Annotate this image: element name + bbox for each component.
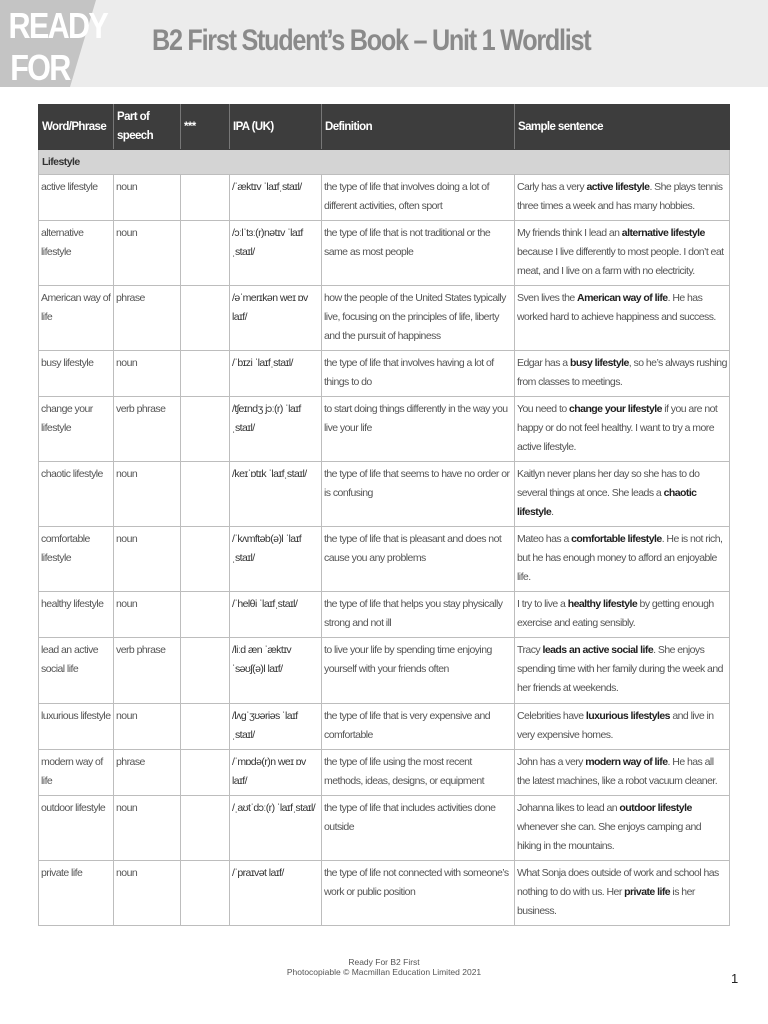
sentence-highlight: change your lifestyle — [569, 403, 662, 415]
sentence-text: What Sonja does outside of work and school has nothing to do with us. Her — [517, 867, 719, 898]
sentence-text: I try to live a — [517, 598, 568, 610]
part-of-speech-cell: noun — [114, 861, 181, 926]
sentence-text: because I live differently to most people. I don’t eat meat, and I live on a farm with no electricity. — [517, 246, 724, 277]
sentence-text: and live in very expensive homes. — [517, 710, 714, 741]
part-of-speech-cell: phrase — [114, 286, 181, 351]
sentence-highlight: luxurious lifestyles — [585, 710, 670, 722]
sample-sentence-cell — [515, 704, 730, 750]
definition-cell: the type of life that involves doing a lot of different activities, often sport — [322, 175, 515, 221]
definition-cell: the type of life using the most recent methods, ideas, designs, or equipment — [322, 750, 515, 796]
ipa-cell: /tʃeɪndʒ jɔː(r) ˈlaɪfˌstaɪl/ — [230, 397, 322, 462]
table-row — [39, 704, 730, 750]
word-cell: comfortable lifestyle — [39, 527, 114, 592]
sentence-text: . He has worked hard to achieve happiness and success. — [517, 292, 716, 323]
sentence-highlight: active lifestyle — [586, 181, 650, 193]
part-of-speech-cell: noun — [114, 351, 181, 397]
ipa-cell: /ˈhelθi ˈlaɪfˌstaɪl/ — [230, 592, 322, 638]
part-of-speech-cell: noun — [114, 704, 181, 750]
page-footer — [0, 957, 768, 977]
sentence-highlight: comfortable lifestyle — [571, 533, 662, 545]
table-row — [39, 592, 730, 638]
definition-cell: the type of life that is not traditional or the same as most people — [322, 221, 515, 286]
word-cell: busy lifestyle — [39, 351, 114, 397]
sentence-text: is her business. — [517, 886, 695, 917]
stars-cell — [181, 704, 230, 750]
table-row — [39, 175, 730, 221]
definition-cell: to live your life by spending time enjoying yourself with your friends often — [322, 638, 515, 704]
sentence-text: by getting enough exercise and eating sensibly. — [517, 598, 714, 629]
sentence-text: John has a very — [517, 756, 586, 768]
column-header-ipa: IPA (UK) — [230, 105, 322, 150]
definition-cell: the type of life that is pleasant and does not cause you any problems — [322, 527, 515, 592]
ipa-cell: /lʌɡˈʒʊəriəs ˈlaɪfˌstaɪl/ — [230, 704, 322, 750]
table-row — [39, 397, 730, 462]
definition-cell: to start doing things differently in the way you live your life — [322, 397, 515, 462]
word-cell: chaotic lifestyle — [39, 462, 114, 527]
stars-cell — [181, 750, 230, 796]
sentence-text: Tracy — [517, 644, 543, 656]
ipa-cell: /ˈpraɪvət laɪf/ — [230, 861, 322, 926]
sentence-text: . — [551, 506, 554, 518]
sentence-text: Carly has a very — [517, 181, 587, 193]
section-row — [39, 150, 730, 175]
stars-cell — [181, 527, 230, 592]
column-header-stars: *** — [181, 105, 230, 150]
part-of-speech-cell: noun — [114, 462, 181, 527]
stars-cell — [181, 462, 230, 527]
definition-cell: the type of life that is very expensive and comfortable — [322, 704, 515, 750]
sample-sentence-cell — [515, 638, 730, 704]
table-row — [39, 796, 730, 861]
column-header-pos: Part of speech — [114, 105, 181, 150]
logo-line-2: FOR — [10, 48, 70, 89]
stars-cell — [181, 175, 230, 221]
sentence-highlight: busy lifestyle — [569, 357, 629, 369]
part-of-speech-cell: noun — [114, 221, 181, 286]
stars-cell — [181, 286, 230, 351]
sentence-highlight: private life — [624, 886, 671, 898]
column-header-sentence: Sample sentence — [515, 105, 730, 150]
part-of-speech-cell: verb phrase — [114, 638, 181, 704]
sentence-text: if you are not happy or do not feel healthy. I want to try a more active lifestyle. — [517, 403, 718, 453]
word-cell: outdoor lifestyle — [39, 796, 114, 861]
sample-sentence-cell — [515, 796, 730, 861]
sentence-text: Celebrities have — [517, 710, 586, 722]
table-header-row — [39, 105, 730, 150]
table-row — [39, 221, 730, 286]
sample-sentence-cell — [515, 527, 730, 592]
word-cell: change your lifestyle — [39, 397, 114, 462]
sentence-text: , so he’s always rushing from classes to meetings. — [517, 357, 727, 388]
ipa-cell: /ˈæktɪv ˈlaɪfˌstaɪl/ — [230, 175, 322, 221]
part-of-speech-cell: noun — [114, 592, 181, 638]
sample-sentence-cell — [515, 286, 730, 351]
sentence-highlight: healthy lifestyle — [567, 598, 638, 610]
sentence-text: Kaitlyn never plans her day so she has to do several things at once. She leads a — [517, 468, 700, 499]
sentence-text: . She enjoys spending time with her family during the week and her friends at weekends. — [517, 644, 723, 694]
sample-sentence-cell — [515, 592, 730, 638]
stars-cell — [181, 221, 230, 286]
table-row — [39, 286, 730, 351]
definition-cell: the type of life not connected with someone’s work or public position — [322, 861, 515, 926]
ipa-cell: /ˈbɪzi ˈlaɪfˌstaɪl/ — [230, 351, 322, 397]
sentence-highlight: outdoor lifestyle — [619, 802, 692, 814]
definition-cell: how the people of the United States typically live, focusing on the principles of life, liberty and the pursuit of happiness — [322, 286, 515, 351]
definition-cell: the type of life that involves having a lot of things to do — [322, 351, 515, 397]
page-number: 1 — [731, 971, 739, 986]
word-cell: luxurious lifestyle — [39, 704, 114, 750]
table-row — [39, 351, 730, 397]
stars-cell — [181, 796, 230, 861]
ipa-cell: /ɔːlˈtɜː(r)nətɪv ˈlaɪfˌstaɪl/ — [230, 221, 322, 286]
sentence-highlight: leads an active social life — [542, 644, 654, 656]
part-of-speech-cell: verb phrase — [114, 397, 181, 462]
table-row — [39, 527, 730, 592]
word-cell: private life — [39, 861, 114, 926]
sentence-text: Sven lives the — [517, 292, 578, 304]
section-title: Lifestyle — [39, 150, 730, 175]
stars-cell — [181, 351, 230, 397]
sentence-text: . He has all the latest machines, like a robot vacuum cleaner. — [517, 756, 718, 787]
definition-cell: the type of life that includes activities done outside — [322, 796, 515, 861]
sentence-text: . He is not rich, but he has enough money to afford an enjoyable life. — [517, 533, 723, 583]
ipa-cell: /ˈmɒdə(r)n weɪ ɒv laɪf/ — [230, 750, 322, 796]
stars-cell — [181, 638, 230, 704]
stars-cell — [181, 592, 230, 638]
sentence-text: Johanna likes to lead an — [517, 802, 620, 814]
ipa-cell: /liːd æn ˈæktɪv ˈsəʊʃ(ə)l laɪf/ — [230, 638, 322, 704]
word-cell: American way of life — [39, 286, 114, 351]
definition-cell: the type of life that seems to have no order or is confusing — [322, 462, 515, 527]
page-header — [0, 0, 768, 87]
stars-cell — [181, 397, 230, 462]
table-row — [39, 750, 730, 796]
wordlist-table — [38, 104, 730, 926]
table-row — [39, 861, 730, 926]
sentence-highlight: chaotic lifestyle — [517, 487, 697, 518]
word-cell: modern way of life — [39, 750, 114, 796]
sentence-text: whenever she can. She enjoys camping and hiking in the mountains. — [517, 821, 702, 852]
sample-sentence-cell — [515, 351, 730, 397]
sample-sentence-cell — [515, 397, 730, 462]
ipa-cell: /ˈkʌmftəb(ə)l ˈlaɪfˌstaɪl/ — [230, 527, 322, 592]
sentence-text: You need to — [517, 403, 569, 415]
sample-sentence-cell — [515, 750, 730, 796]
part-of-speech-cell: noun — [114, 175, 181, 221]
column-header-word: Word/Phrase — [39, 105, 114, 150]
stars-cell — [181, 861, 230, 926]
footer-copyright: Photocopiable © Macmillan Education Limited 2021 — [286, 967, 482, 977]
part-of-speech-cell: noun — [114, 796, 181, 861]
table-row — [39, 638, 730, 704]
sentence-highlight: American way of life — [577, 292, 668, 304]
page-title: B2 First Student’s Book – Unit 1 Wordlist — [152, 24, 591, 57]
table-row — [39, 462, 730, 527]
sample-sentence-cell — [515, 175, 730, 221]
ipa-cell: /ˌaʊtˈdɔː(r) ˈlaɪfˌstaɪl/ — [230, 796, 322, 861]
column-header-definition: Definition — [322, 105, 515, 150]
part-of-speech-cell: noun — [114, 527, 181, 592]
sentence-text: Mateo has a — [517, 533, 572, 545]
sample-sentence-cell — [515, 221, 730, 286]
logo-line-1: READY — [8, 6, 108, 47]
word-cell: active lifestyle — [39, 175, 114, 221]
sentence-highlight: alternative lifestyle — [621, 227, 705, 239]
definition-cell: the type of life that helps you stay physically strong and not ill — [322, 592, 515, 638]
sentence-text: Edgar has a — [517, 357, 570, 369]
word-cell: alternative lifestyle — [39, 221, 114, 286]
ready-for-logo — [0, 0, 108, 89]
sentence-text: My friends think I lead an — [517, 227, 622, 239]
sample-sentence-cell — [515, 861, 730, 926]
word-cell: healthy lifestyle — [39, 592, 114, 638]
sentence-text: . She plays tennis three times a week and has many hobbies. — [517, 181, 723, 212]
sentence-highlight: modern way of life — [585, 756, 668, 768]
ipa-cell: /əˈmerɪkən weɪ ɒv laɪf/ — [230, 286, 322, 351]
part-of-speech-cell: phrase — [114, 750, 181, 796]
ipa-cell: /keɪˈɒtɪk ˈlaɪfˌstaɪl/ — [230, 462, 322, 527]
word-cell: lead an active social life — [39, 638, 114, 704]
footer-book-title: Ready For B2 First — [348, 957, 420, 967]
sample-sentence-cell — [515, 462, 730, 527]
